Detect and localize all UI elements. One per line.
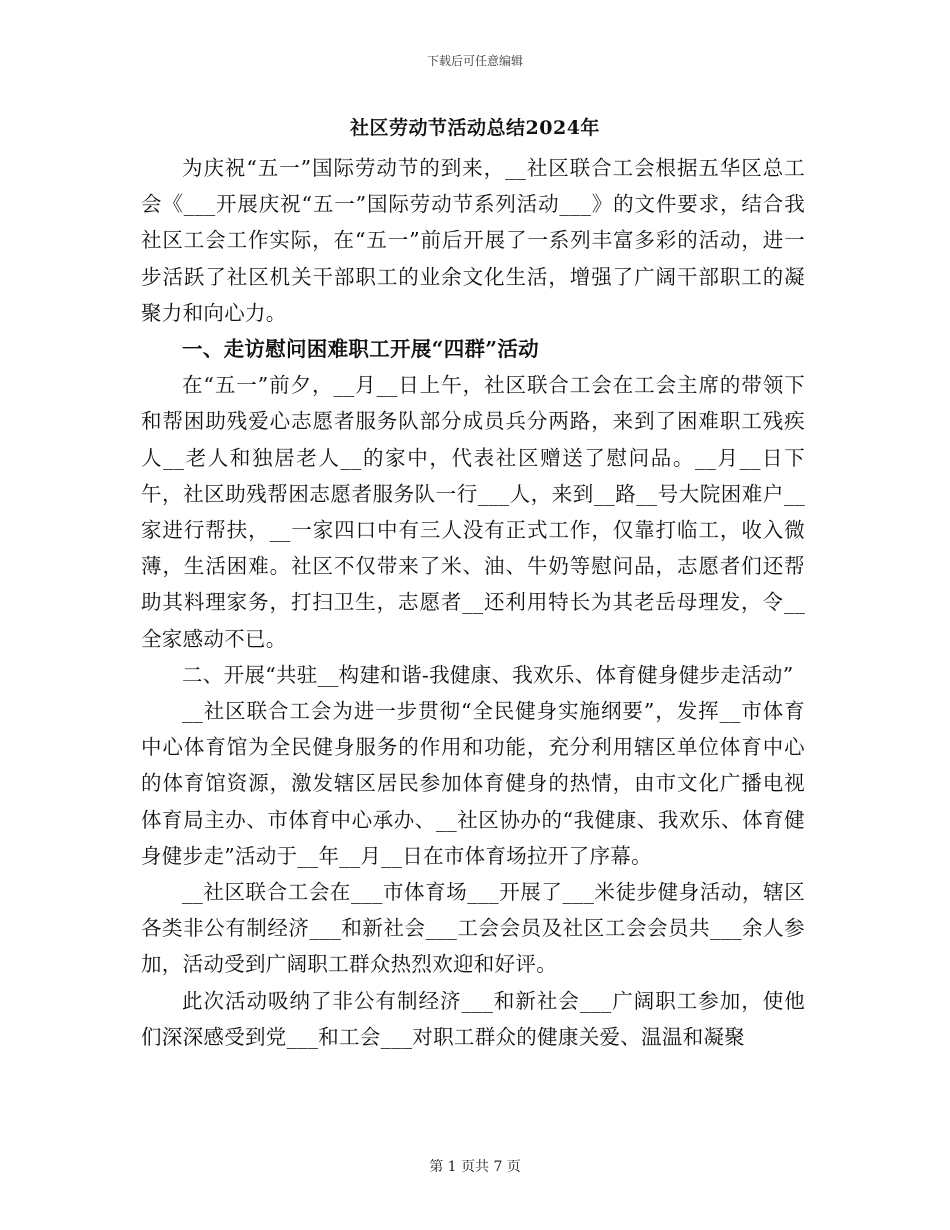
page-number: 第 1 页共 7 页 xyxy=(429,1159,521,1175)
paragraph-section-1: 在“五一”前夕，__月__日上午，社区联合工会在工会主席的带领下和帮困助残爱心志愿者服务队部分成员兵分两路，来到了困难职工残疾人__老人和独居老人__的家中，代表社区赠送了慰问品。__月__日下午，社区助残帮困志愿者服务队一行___人，来到__路__号大院困难户__家进行帮扶，__一家四口中有三人没有正式工作，仅靠打临工，收入微薄，生活困难。社区不仅带来了米、油、牛奶等慰问品，志愿者们还帮助其料理家务，打扫卫生，志愿者__还利用特长为其老岳母理发，令__全家感动不已。 xyxy=(141,373,805,651)
document-body xyxy=(141,150,805,1055)
paragraph-section-2-c: 此次活动吸纳了非公有制经济___和新社会___广阔职工参加，使他们深深感受到党___和工会___对职工群众的健康关爱、温温和凝聚 xyxy=(141,988,805,1049)
section-heading-2: 二、开展“共驻__构建和谐-我健康、我欢乐、体育健身健步走活动” xyxy=(182,662,794,687)
paragraph-section-2-a: __社区联合工会为进一步贯彻“全民健身实施纲要”，发挥__市体育中心体育馆为全民健身服务的作用和功能，充分利用辖区单位体育中心的体育馆资源，激发辖区居民参加体育健身的热情，由市文化广播电视体育局主办、市体育中心承办、__社区协办的“我健康、我欢乐、体育健身健步走”活动于__年__月__日在市体育场拉开了序幕。 xyxy=(141,699,805,868)
page-header-note: 下载后可任意编辑 xyxy=(426,54,523,68)
document-title: 社区劳动节活动总结2024年 xyxy=(350,117,600,139)
paragraph-intro: 为庆祝“五一”国际劳动节的到来，__社区联合工会根据五华区总工会《___开展庆祝“五一”国际劳动节系列活动___》的文件要求，结合我社区工会工作实际，在“五一”前后开展了一系列丰富多彩的活动，进一步活跃了社区机关干部职工的业余文化生活，增强了广阔干部职工的凝聚力和向心力。 xyxy=(141,156,805,325)
paragraph-section-2-b: __社区联合工会在___市体育场___开展了___米徒步健身活动，辖区各类非公有制经济___和新社会___工会会员及社区工会会员共___余人参加，活动受到广阔职工群众热烈欢迎和好评。 xyxy=(141,880,805,977)
section-heading-1: 一、走访慰问困难职工开展“四群”活动 xyxy=(182,337,539,362)
